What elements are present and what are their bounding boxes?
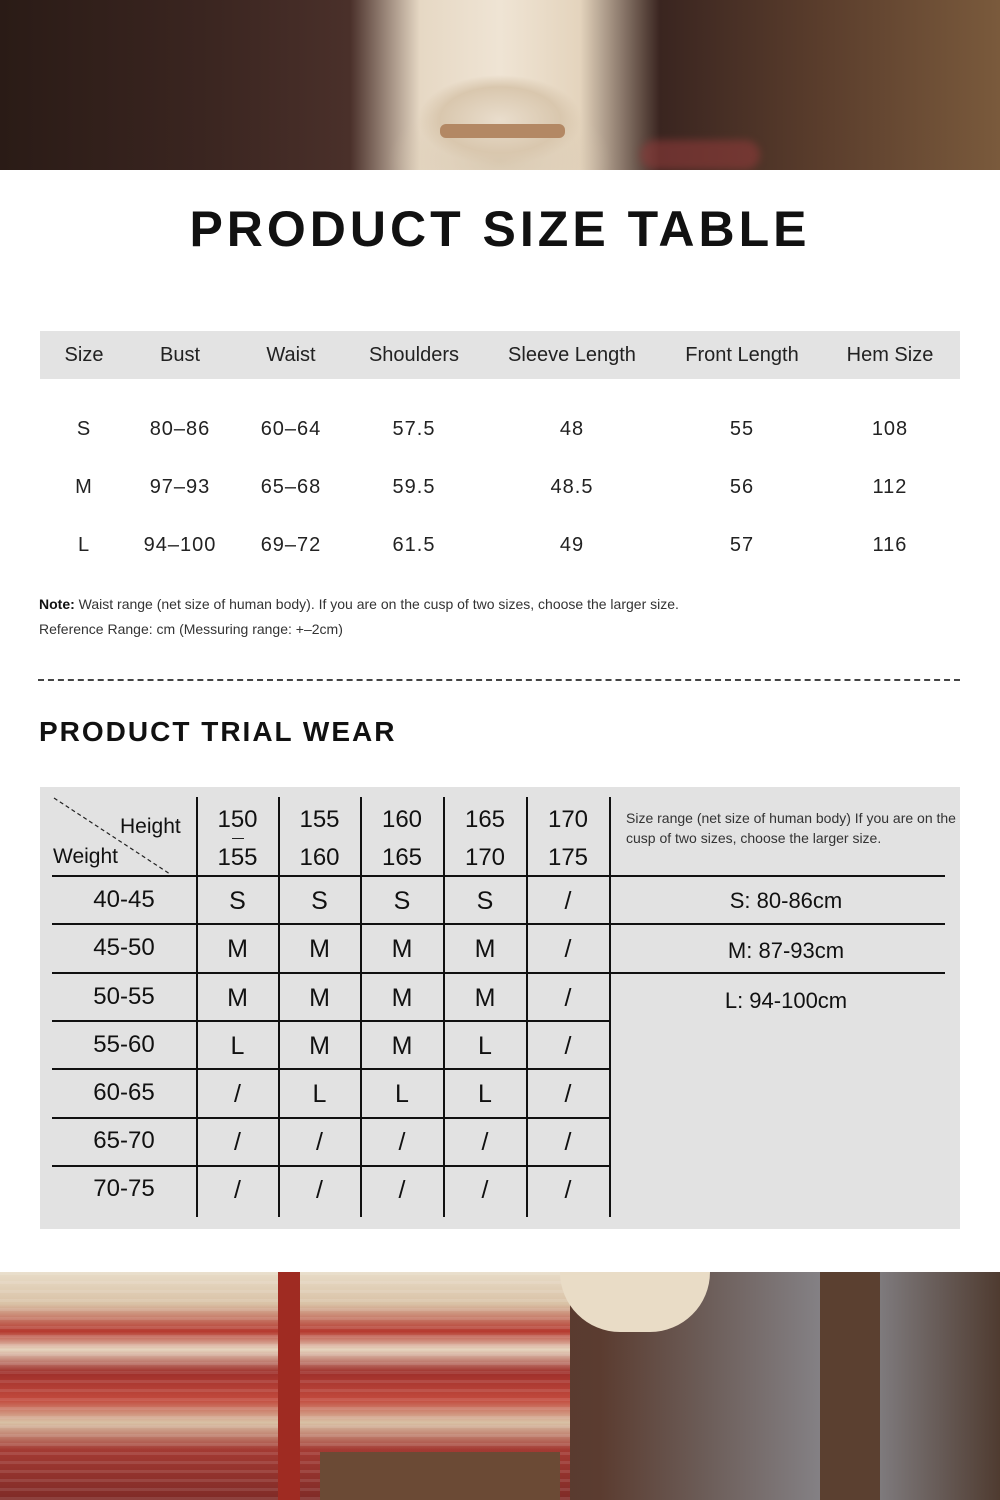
size-cell: /	[564, 887, 572, 915]
size-cell: M	[227, 984, 248, 1012]
size-range-note: Size range (net size of human body) If you are on the cusp of two sizes, choose the larger size.	[626, 810, 956, 846]
corner-height-label: Height	[120, 815, 181, 838]
header-front-length: Front Length	[685, 344, 799, 366]
size-table-header	[40, 331, 960, 379]
size-cell: S	[476, 887, 494, 915]
height-column-170-175: 170	[547, 806, 589, 833]
header-size: Size	[64, 344, 104, 366]
size-cell: /	[398, 1176, 406, 1204]
size-cell: M	[227, 935, 248, 963]
size-cell: /	[481, 1128, 489, 1156]
product-photo-top	[0, 0, 1000, 170]
product-photo-bottom	[0, 1272, 1000, 1500]
height-column-155-160: 155	[299, 806, 340, 833]
size-cell: /	[564, 935, 572, 963]
size-cell: /	[564, 1176, 572, 1204]
height-column-bottom: 175	[547, 844, 589, 871]
size-cell: S	[393, 887, 411, 915]
weight-label: 70-75	[93, 1175, 155, 1202]
size-cell: M	[309, 935, 330, 963]
cell-hem-size: 116	[872, 534, 908, 556]
note-label: Note:	[39, 596, 75, 612]
cell-bust: 97–93	[149, 476, 211, 498]
size-cell: L	[230, 1032, 245, 1060]
height-column-bottom: 155	[217, 844, 258, 871]
size-cell: L	[395, 1080, 409, 1108]
header-waist: Waist	[266, 344, 316, 366]
cell-size: L	[77, 534, 91, 556]
size-cell: M	[391, 984, 413, 1012]
cell-front-length: 55	[729, 418, 755, 440]
height-column-165-170: 165	[464, 806, 506, 833]
weight-label: 50-55	[93, 983, 155, 1010]
cell-size: S	[76, 418, 92, 440]
size-cell: /	[316, 1176, 323, 1204]
cell-sleeve-length: 48	[559, 418, 585, 440]
size-cell: S	[311, 887, 328, 915]
cell-shoulders: 61.5	[392, 534, 436, 556]
size-cell: L	[478, 1032, 492, 1060]
weight-label: 45-50	[93, 934, 155, 961]
header-shoulders: Shoulders	[368, 344, 460, 366]
cell-hem-size: 108	[871, 418, 909, 440]
corner-weight-label: Weight	[53, 845, 118, 868]
trial-wear-table	[40, 787, 960, 1229]
size-cell: /	[234, 1128, 241, 1156]
cell-waist: 65–68	[260, 476, 322, 498]
header-hem-size: Hem Size	[846, 344, 934, 366]
size-cell: M	[309, 1032, 330, 1060]
cell-sleeve-length: 49	[559, 534, 585, 556]
header-sleeve-length: Sleeve Length	[508, 344, 636, 366]
size-cell: S	[229, 887, 246, 915]
size-cell: /	[564, 1128, 572, 1156]
size-table-title: PRODUCT SIZE TABLE	[189, 201, 811, 257]
size-cell: /	[481, 1176, 489, 1204]
cell-front-length: 56	[729, 476, 755, 498]
height-column-150-155: 150	[197, 801, 278, 875]
height-column-bottom: 165	[381, 844, 423, 871]
cell-shoulders: 59.5	[392, 476, 436, 498]
header-bust: Bust	[159, 344, 201, 366]
size-note	[39, 596, 679, 612]
cell-bust: 94–100	[143, 534, 217, 556]
height-column-bottom: 170	[464, 844, 506, 871]
cell-sleeve-length: 48.5	[550, 476, 594, 498]
cell-hem-size: 112	[872, 476, 908, 498]
weight-label: 65-70	[93, 1127, 155, 1154]
size-cell: M	[309, 984, 330, 1012]
size-cell: M	[474, 984, 496, 1012]
section-divider	[38, 679, 960, 681]
size-cell: /	[234, 1176, 241, 1204]
size-cell: /	[564, 984, 572, 1012]
cell-bust: 80–86	[149, 418, 211, 440]
size-range-m: M: 87-93cm	[727, 938, 845, 963]
cell-front-length: 57	[729, 534, 755, 556]
cell-waist: 60–64	[260, 418, 322, 440]
size-range-l: L: 94-100cm	[724, 988, 848, 1013]
cell-waist: 69–72	[260, 534, 322, 556]
cell-shoulders: 57.5	[392, 418, 436, 440]
trial-wear-title: PRODUCT TRIAL WEAR	[39, 716, 397, 747]
size-cell: M	[391, 1032, 413, 1060]
size-range-s: S: 80-86cm	[729, 888, 843, 913]
size-cell: L	[478, 1080, 492, 1108]
size-cell: /	[564, 1032, 572, 1060]
height-column-bottom: 160	[299, 844, 340, 871]
cell-size: M	[75, 476, 93, 498]
size-cell: /	[234, 1080, 241, 1108]
weight-label: 40-45	[93, 886, 155, 913]
weight-label: 55-60	[93, 1031, 155, 1058]
reference-range: Reference Range: cm (Messuring range: +–2cm)	[39, 621, 343, 637]
size-cell: /	[398, 1128, 406, 1156]
size-cell: L	[312, 1080, 327, 1108]
size-cell: M	[474, 935, 496, 963]
size-cell: /	[316, 1128, 323, 1156]
note-text: Waist range (net size of human body). If you are on the cusp of two sizes, choose the larger size.	[74, 596, 679, 612]
size-cell: /	[564, 1080, 572, 1108]
size-cell: M	[391, 935, 413, 963]
weight-label: 60-65	[93, 1079, 155, 1106]
height-column-160-165: 160	[381, 806, 423, 833]
